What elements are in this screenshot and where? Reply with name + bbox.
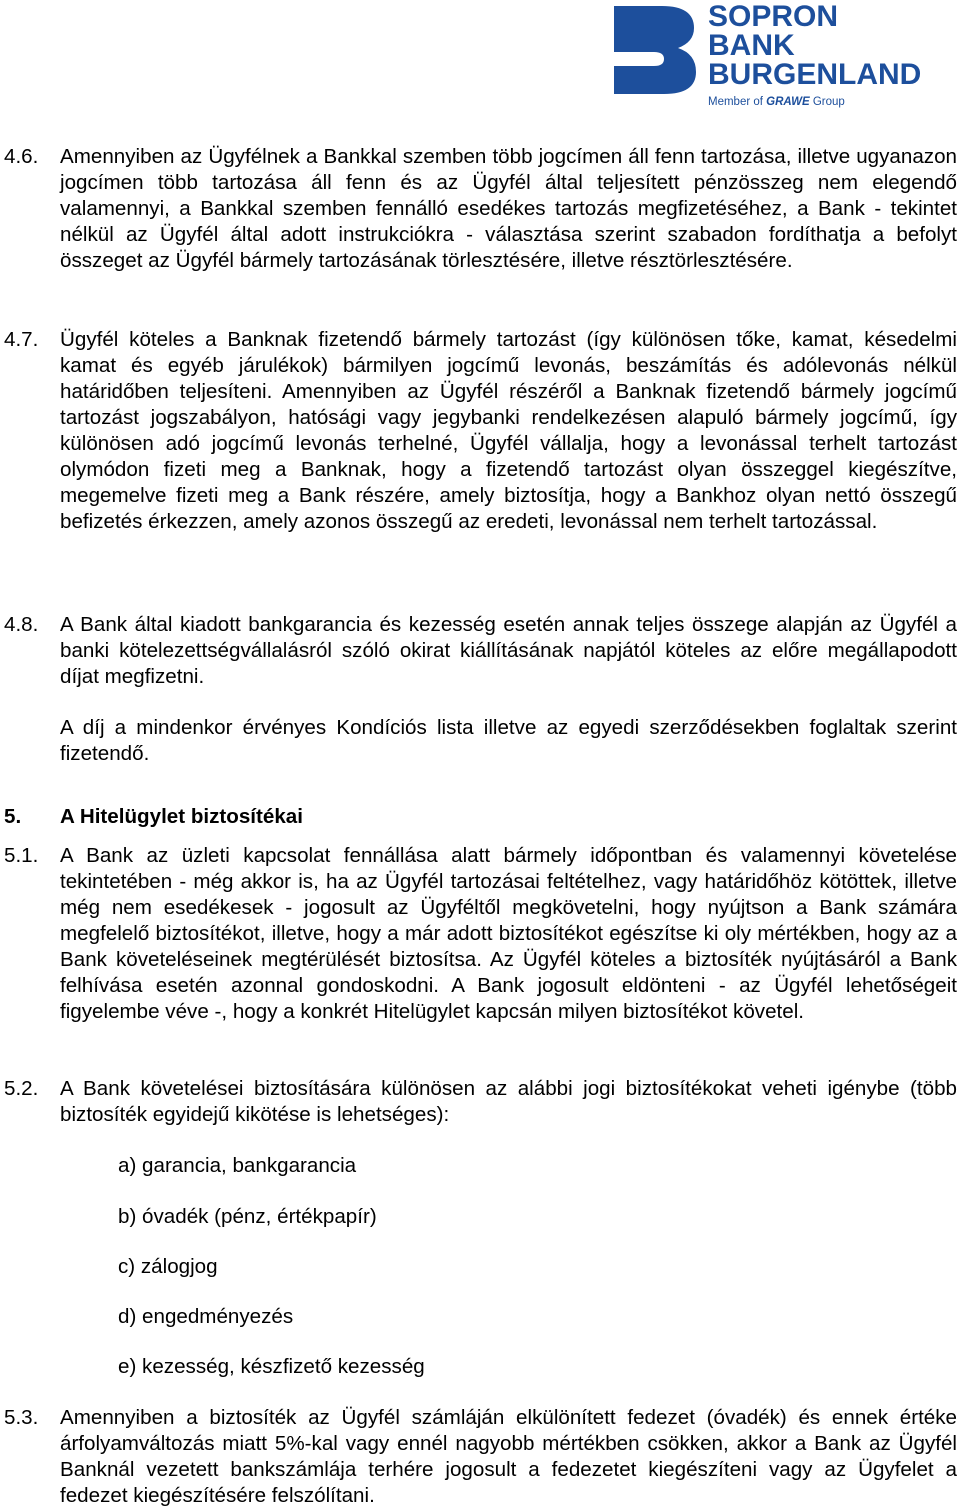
logo-line-sopron: SOPRON bbox=[708, 0, 839, 33]
list-item: b) óvadék (pénz, értékpapír) bbox=[118, 1205, 377, 1228]
section-number: 4.7. bbox=[4, 328, 39, 351]
section-number: 5. bbox=[4, 805, 22, 828]
section-number: 4.6. bbox=[4, 145, 39, 168]
bank-logo-wordmark bbox=[708, 2, 921, 89]
logo-line-bank: BANK bbox=[708, 29, 795, 62]
section-text: Ügyfél köteles a Banknak fizetendő bármely tartozást (így különösen tőke, kamat, késedelmi kamat és egyéb járulékok) bármilyen jogcímű levonás, beszámítás és adólevonás nélkül határidőben teljesíteni. Amennyiben az Ügyfél részéről a Banknak fizetendő bármely jogcímű tartozást jogszabályon, hatósági vagy jegybanki rendelkezésen alapuló bármely jogcímű, így különösen adó jogcímű levonás terhelné, Ügyfél vállalja, hogy a levonással terhelt tartozást olymódon fizeti meg a Banknak, hogy a fizetendő tartozást olyan összeggel kiegészítve, megemelve fizeti meg a Bank részére, amely biztosítja, hogy a Bankhoz olyan nettó összegű befizetés érkezzen, amely azonos összegű az eredeti, levonással nem terhelt tartozással. bbox=[60, 328, 957, 533]
section-number: 4.8. bbox=[4, 613, 39, 636]
section-text: A Bank által kiadott bankgarancia és kezesség esetén annak teljes összege alapján az Ügyfél a banki kötelezettségvállalásról szóló okirat kiállításának napjától köteles az előre megállapodott díjat megfizetni. bbox=[60, 613, 957, 688]
logo-member-group: GRAWE bbox=[766, 96, 810, 108]
logo-line-burgenland: BURGENLAND bbox=[708, 58, 922, 91]
section-number: 5.3. bbox=[4, 1406, 39, 1429]
section-text-2: A díj a mindenkor érvényes Kondíciós lista illetve az egyedi szerződésekben foglaltak szerint fizetendő. bbox=[60, 716, 957, 765]
bank-logo-mark-icon bbox=[606, 2, 702, 98]
section-number: 5.2. bbox=[4, 1077, 39, 1100]
section-text: Amennyiben a biztosíték az Ügyfél számláján elkülönített fedezet (óvadék) és ennek értéke árfolyamváltozás miatt 5%-kal vagy ennél nagyobb mértékben csökken, akkor a Bank az Ügyfél Banknál vezetett bankszámlája terhére jogosult a fedezetet kiegészíteni vagy az Ügyfelet a fedezet kiegészítésére felszólítani. bbox=[60, 1406, 957, 1507]
logo-member-suffix: Group bbox=[809, 96, 845, 108]
section-text: Amennyiben az Ügyfélnek a Bankkal szemben több jogcímen áll fenn tartozása, illetve ugyanazon jogcímen több tartozása áll fenn és az Ügyfél által teljesített pénzösszeg nem elegendő valamennyi, a Bankkal szemben fennálló esedékes tartozás megfizetéséhez, a Bank - tekintet nélkül az Ügyfél által adott instrukciókra - választása szerint szabadon fordíthatja a befolyt összeget az Ügyfél bármely tartozásának törlesztésére, illetve résztörlesztésére. bbox=[60, 145, 957, 272]
list-item: a) garancia, bankgarancia bbox=[118, 1154, 357, 1177]
section-text: A Bank követelései biztosítására különösen az alábbi jogi biztosítékokat veheti igénybe (több biztosíték egyidejű kikötése is lehetséges): bbox=[60, 1077, 957, 1126]
section-title: A Hitelügylet biztosítékai bbox=[60, 805, 303, 828]
bank-logo bbox=[606, 2, 940, 114]
list-item: c) zálogjog bbox=[118, 1255, 218, 1278]
section-number: 5.1. bbox=[4, 844, 39, 867]
list-item: d) engedményezés bbox=[118, 1305, 294, 1328]
section-text: A Bank az üzleti kapcsolat fennállása alatt bármely időpontban és valamennyi követelése tekintetében - még akkor is, ha az Ügyfél tartozásai feltételhez, vagy határidőhöz kötöttek, illetve még nem esedékesek - jogosult az Ügyféltől megkövetelni, hogy nyújtson a Bank számára megfelelő biztosítékot, illetve, hogy a már adott biztosítékot egészítse ki oly mértékben, hogy az a Bank követeléseinek megtérülését biztosítsa. Az Ügyfél köteles a biztosíték nyújtásáról a Bank felhívása esetén azonnal gondoskodni. A Bank jogosult eldönteni - az Ügyfél lehetőségeit figyelembe véve -, hogy a konkrét Hitelügylet kapcsán milyen biztosítékot követel. bbox=[60, 844, 957, 1023]
list-item: e) kezesség, készfizető kezesség bbox=[118, 1355, 425, 1378]
logo-member-prefix: Member of bbox=[708, 96, 767, 108]
logo-member-of-text bbox=[708, 95, 845, 109]
